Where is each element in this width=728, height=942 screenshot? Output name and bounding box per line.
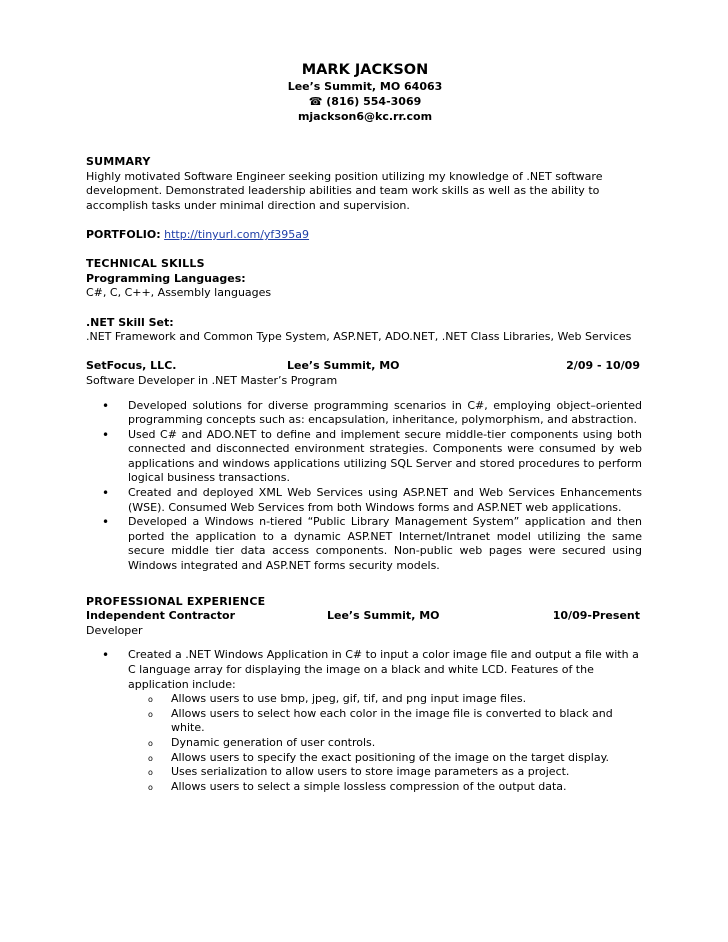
contractor-company: Independent Contractor [86, 609, 236, 623]
technical-skills-heading: TECHNICAL SKILLS [86, 257, 205, 271]
setfocus-dates: 2/09 - 10/09 [566, 359, 640, 373]
resume-body [86, 155, 642, 794]
list-item: o Allows users to use bmp, jpeg, gif, tif, and png input image files. [128, 692, 642, 707]
professional-experience-heading: PROFESSIONAL EXPERIENCE [86, 594, 266, 608]
list-item: o Dynamic generation of user controls. [128, 736, 642, 751]
list-item: • Used C# and ADO.NET to define and implement secure middle-tier components using both connected and disconnected environment strategies. Components were consumed by web applications and windows applications utilizing SQL Server and stored procedures to perform logical business transactions. [86, 428, 642, 486]
contractor-dates: 10/09-Present [552, 609, 640, 623]
setfocus-company: SetFocus, LLC. [86, 359, 177, 373]
list-item [86, 648, 642, 794]
net-skills-list: .NET Framework and Common Type System, ASP.NET, ADO.NET, .NET Class Libraries, Web Services [86, 330, 632, 344]
resume-header [0, 60, 728, 124]
summary-heading: SUMMARY [86, 155, 151, 168]
portfolio-label: PORTFOLIO: [86, 227, 161, 241]
contractor-bullet-text: • Created a .NET Windows Application in C# to input a color image file and output a file with a C language array for displaying the image on a black and white LCD. Features of the application include: [128, 648, 639, 691]
telephone-icon: ☎ [308, 94, 323, 108]
candidate-phone: (816) 554-3069 [326, 94, 422, 108]
portfolio-link[interactable]: http://tinyurl.com/yf395a9 [164, 227, 310, 241]
list-item: o Allows users to select how each color in the image file is converted to black and white. [128, 707, 642, 736]
candidate-email: mjackson6@kc.rr.com [297, 109, 433, 123]
list-item: • Created and deployed XML Web Services using ASP.NET and Web Services Enhancements (WSE). Consumed Web Services from both Windows forms and ASP.NET web applications. [86, 486, 642, 515]
setfocus-role: Software Developer in .NET Master’s Program [86, 373, 338, 387]
list-item: • Developed a Windows n-tiered “Public Library Management System” application and then ported the application to a dynamic ASP.NET Internet/Intranet model utilizing the same secure middle tier data access components. Non-public web pages were secured using Windows integrated and ASP.NET forms security models. [86, 515, 642, 573]
setfocus-header-row [86, 359, 642, 374]
languages-heading: Programming Languages: [86, 271, 246, 285]
list-item: o Uses serialization to allow users to store image parameters as a project. [128, 765, 642, 780]
contractor-role: Developer [86, 623, 143, 637]
contractor-location: Lee’s Summit, MO [327, 609, 440, 623]
list-item: • Developed solutions for diverse programming scenarios in C#, employing object–oriented programming concepts such as: encapsulation, inheritance, polymorphism, and abstraction. [86, 399, 642, 428]
list-item: o Allows users to select a simple lossless compression of the output data. [128, 780, 642, 795]
contractor-bullets [86, 648, 642, 794]
contractor-header-row [86, 609, 642, 624]
setfocus-location: Lee’s Summit, MO [287, 359, 400, 373]
list-item: o Allows users to specify the exact positioning of the image on the target display. [128, 751, 642, 766]
candidate-phone-line [0, 95, 728, 110]
candidate-location: Lee’s Summit, MO 64063 [287, 80, 443, 93]
summary-text: Highly motivated Software Engineer seeking position utilizing my knowledge of .NET software development. Demonstrated leadership abilities and team work skills as well as the ability to accomplish tasks under minimal direction and supervision. [86, 169, 603, 212]
net-skills-heading: .NET Skill Set: [86, 315, 174, 329]
languages-list: C#, C, C++, Assembly languages [86, 286, 272, 300]
candidate-name: MARK JACKSON [301, 62, 429, 78]
portfolio-line [86, 228, 642, 243]
setfocus-bullets [86, 399, 642, 574]
feature-list [128, 692, 642, 794]
